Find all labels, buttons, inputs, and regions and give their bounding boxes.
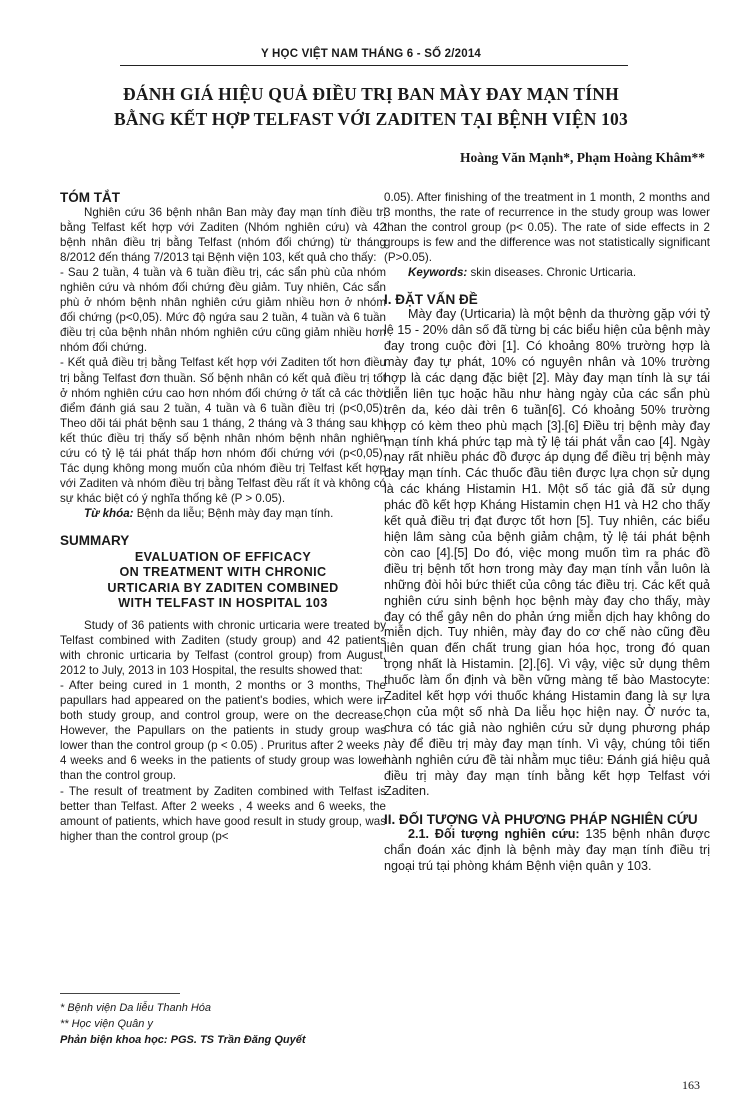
footnote-rule: [60, 993, 180, 994]
summary-heading: SUMMARY: [60, 532, 130, 548]
title-line-2: BẰNG KẾT HỢP TELFAST VỚI ZADITEN TẠI BỆNH VIỆN 103: [114, 109, 628, 129]
abstract-vi-result-1: - Sau 2 tuần, 4 tuần và 6 tuần điều trị, các sẩn phù của nhóm nghiên cứu và nhóm đối chứng đều giảm. Tuy nhiên, Các sẩn phù ở nhóm bệnh nhân nghiên cứu giảm nhiều hơn ở nhóm đối chứng (p<0,05). Mức độ ngứa sau 2 tuần, 4 tuần và 6 tuần điều trị của bệnh nhân nhóm nghiên cứu cũng giảm nhiều hơn nhóm đối chứng.: [60, 266, 386, 355]
summary-keywords: [384, 265, 710, 280]
section-2-1-body: [384, 827, 710, 875]
right-column: [384, 190, 710, 875]
summary-intro: Study of 36 patients with chronic urticaria were treated by Telfast combined with Zaditen (study group) and 42 patients with chronic urticaria by Telfast (control group) from August, 2012 to July, 2013 in 103 Hospital, the results showed that:: [60, 618, 386, 678]
summary-result-2-continued: 0.05). After finishing of the treatment in 1 month, 2 months and 3 months, the rate of recurrence in the study group was lower than the control group (p< 0.05). The rate of side effects in 2 groups is few and the difference was not statistically significant (P>0.05).: [384, 191, 710, 265]
left-column: [60, 190, 386, 844]
summary-title-line-2: ON TREATMENT WITH CHRONIC: [119, 565, 327, 580]
abstract-vi-intro: Nghiên cứu 36 bệnh nhân Ban mày đay mạn tính điều trị bằng Telfast kết hợp với Zaditen (Nhóm nghiên cứu) và 42 bệnh nhân điều trị bằng Telfast (nhóm đối chứng) từ tháng 8/2012 đến tháng 7/2013 tại Bệnh viện 103, kết quả cho thấy:: [60, 206, 386, 265]
footnotes: [60, 1000, 360, 1048]
reviewer-note: Phản biện khoa học: PGS. TS Trần Đăng Quyết: [60, 1034, 306, 1046]
summary-result-2: - The result of treatment by Zaditen combined with Telfast is better than Telfast. After 2 weeks , 4 weeks and 6 weeks, the amount of patients, which have good result in study group, was higher than the control group (p<: [60, 784, 386, 843]
section-2-1-text: 135 bệnh nhân được chẩn đoán xác định là bệnh mày đay mạn tính điều trị ngoại trú tại phòng khám Bệnh viện quân y 103.: [384, 827, 710, 874]
abstract-vi-keywords: [60, 506, 386, 521]
article-title: [40, 82, 702, 132]
keywords-vi: Bệnh da liễu; Bệnh mày đay mạn tính.: [133, 506, 334, 520]
authors: Hoàng Văn Mạnh*, Phạm Hoàng Khâm**: [459, 150, 705, 165]
header-rule: [120, 65, 628, 66]
summary-title: [60, 550, 386, 612]
footnote-1: * Bệnh viện Da liễu Thanh Hóa: [60, 1002, 212, 1014]
title-line-1: ĐÁNH GIÁ HIỆU QUẢ ĐIỀU TRỊ BAN MÀY ĐAY MẠN TÍNH: [123, 84, 619, 104]
summary-result-1: - After being cured in 1 month, 2 months or 3 months, The papullars had appeared on the patient's bodies, which were in both study group, and control group, were on the decrease. However, the Papullars on the patients in study group was lower than the control group (p < 0.05) . Pruritus after 2 weeks , 4 weeks and 6 weeks in the patients of study group was lower than the control group.: [60, 679, 386, 783]
footnote-2: ** Học viện Quân y: [60, 1018, 153, 1030]
keywords-label-en: Keywords:: [408, 266, 468, 280]
section-1-body: Mày đay (Urticaria) là một bệnh da thường gặp với tỷ lệ 15 - 20% dân số đã từng bị các biểu hiện của bệnh mày đay trong cuộc đời [1]. Có khoảng 80% trường hợp là mày đay tự phát, 10% có nguyên nhân và 10% trường hợp là các dạng đặc biệt [2]. Mày đay mạn tính là sự tái diễn liên tục hoặc hầu như hàng ngày của các sẩn phù trên da, kéo dài trên 6 tuần[6]. Có khoảng 50% trường hợp có kèm theo phù mạch [3].[6] Điều trị bệnh mày đay mạn tính khá phức tạp mà tỷ lệ tái phát vẫn cao [4]. Ngày nay rất nhiều phác đồ được áp dụng để điều trị bệnh mày đay mạn tính. Các thuốc đầu tiên được lựa chọn sử dụng là các kháng Histamin H1. Một số tác giả đã sử dụng phác đồ kết hợp Kháng Histamin chẹn H1 và H2 cho thấy kết quả điều trị đạt được tốt hơn [5]. Tuy nhiên, các biểu hiện lâm sàng của bệnh giảm chậm, tỷ lệ tái phát bệnh còn cao [4].[5] Do đó, việc mong muốn tìm ra phác đồ điều trị bệnh tốt hơn trong mày đay mạn tính vẫn luôn là những đòi hỏi bức thiết của công tác điều trị. Các kết quả nghiên cứu sinh bệnh học bệnh mày đay cho thấy, mày đay có thể gây nên do phản ứng miễn dịch hay không do miễn dịch. Tuy nhiên, mày đay do cơ chế nào cũng đều liên quan đến chất trung gian hóa học, trong đó quan trọng nhất là Histamin. [2].[6]. Vì vậy, việc sử dụng thêm thuốc làm ổn định và bền vững màng tế bào Mastocyte: Zaditel kết hợp với thuốc kháng Histamin đang là sự lựa chọn của một số nhà Da liễu học hiện nay. Ở nước ta, chưa có tác giả nào nghiên cứu sử dụng phương pháp này để điều trị mày đay mạn tính. Vì vậy, chúng tôi tiến hành nghiên cứu đề tài nhằm mục tiêu: Đánh giá hiệu quả điều trị mày đay mạn tính bằng kết hợp Telfast với Zaditen.: [384, 307, 710, 799]
section-1-heading: I. ĐẶT VẤN ĐỀ: [384, 292, 478, 308]
summary-title-line-1: EVALUATION OF EFFICACY: [134, 549, 312, 564]
abstract-vi-result-2: - Kết quả điều trị bằng Telfast kết hợp với Zaditen tốt hơn điều trị bằng Telfast đơn thuần. Số bệnh nhân có kết quả điều trị tốt ở nhóm nghiên cứu cao hơn nhóm đối chứng ở tất cả các thời điểm đánh giá sau 2 tuần, 4 tuần và 6 tuần điều trị (p<0,05). Theo dõi tái phát bệnh sau 1 tháng, 2 tháng và 3 tháng sau khi kết thúc điều trị thấy số bệnh nhân nhóm bệnh nhân nghiên cứu có tỷ lệ tái phát thấp hơn nhóm đối chứng với (p<0,05). Tác dụng không mong muốn của nhóm điều trị Telfast kết hợp với Zaditen và nhóm điều trị bằng Telfast đều rất ít và không có sự khác biệt có ý nghĩa thống kê (P > 0.05).: [60, 356, 386, 505]
section-2-heading: II. ĐỐI TƯỢNG VÀ PHƯƠNG PHÁP NGHIÊN CỨU: [384, 812, 698, 828]
abstract-vi-heading: TÓM TẮT: [60, 190, 120, 205]
summary-title-line-4: WITH TELFAST IN HOSPITAL 103: [118, 596, 328, 611]
page-number: 163: [682, 1078, 700, 1092]
section-2-1-label: 2.1. Đối tượng nghiên cứu:: [408, 827, 580, 842]
keywords-en: skin diseases. Chronic Urticaria.: [467, 266, 637, 280]
running-head: Y HỌC VIỆT NAM THÁNG 6 - SỐ 2/2014: [260, 48, 482, 60]
keywords-label-vi: Từ khóa:: [84, 506, 134, 520]
summary-title-line-3: URTICARIA BY ZADITEN COMBINED: [107, 580, 339, 595]
